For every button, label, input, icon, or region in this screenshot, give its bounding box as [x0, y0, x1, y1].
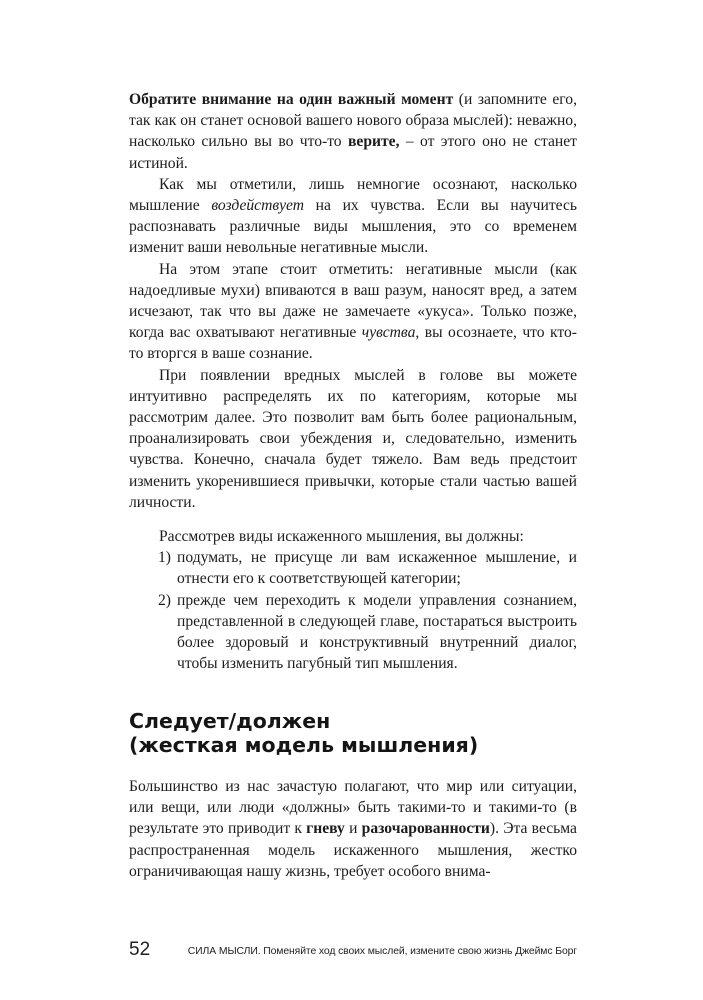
- paragraph-negative-thoughts: На этом этапе стоит отметить: негативные мысли (как надоедливые мухи) впиваются в ваш разум, наносят вред, а затем исчезают, так что вы даже не замечаете «укуса». Только позже, когда вас охватывают негативные чувства, вы осознаете, что кто-то вторгся в ваше сознание.: [129, 260, 577, 363]
- running-title: СИЛА МЫСЛИ. Поменяйте ход своих мыслей, измените свою жизнь Джеймс Борг: [187, 946, 577, 957]
- list-item: 1) подумать, не присуще ли вам искаженное мышление, и отнести его к соответствующей категории;: [158, 549, 577, 588]
- heading-line-1: Следует/должен: [129, 709, 331, 733]
- section-heading: [129, 709, 589, 757]
- bold-disappointment: разочарованности: [361, 820, 490, 838]
- bold-verite: верите,: [347, 133, 400, 151]
- list-number: 2): [158, 591, 171, 609]
- paragraph-should-model: Большинство из нас зачастую полагают, что мир или ситуации, или вещи, или люди «должны» быть такими-то и такими-то (в результате это приводит к гневу и разочарованности). Эта весьма распространенная модель искаженного мышления, жестко ограничивающая нашу жизнь, требует особого внима-: [129, 778, 577, 880]
- list-number: 1): [158, 549, 171, 567]
- body-text-list: [129, 526, 577, 674]
- numbered-list: [129, 547, 577, 674]
- list-intro: Рассмотрев виды искаженного мышления, вы должны:: [159, 528, 524, 545]
- paragraph-harmful-thoughts: При появлении вредных мыслей в голове вы можете интуитивно распределять их по категориям, которые мы рассмотрим далее. Это позволит вам быть более рациональным, проанализировать свои убеждения и, следовательно, изменить чувства. Конечно, сначала будет тяжело. Вам ведь предстоит изменить укоренившиеся привычки, которые стали частью вашей личности.: [129, 366, 577, 511]
- list-item: 2) прежде чем переходить к модели управления сознанием, представленной в следующей главе, постараться выстроить более здоровый и конструктивный внутренний диалог, чтобы изменить пагубный тип мышления.: [158, 591, 577, 673]
- paragraph-important-moment: Обратите внимание на один важный момент (и запомните его, так как он станет основой вашего нового образа мыслей): неважно, насколько сильно вы во что-то верите, – от этого оно не станет истиной.: [129, 91, 578, 172]
- bold-anger: гневу: [306, 820, 345, 838]
- heading-line-2: (жесткая модель мышления): [129, 733, 479, 757]
- body-text-top: [129, 89, 577, 513]
- italic-emphasis: воздействует: [211, 197, 305, 215]
- italic-emphasis: чувства: [361, 324, 416, 342]
- bold-lead: Обратите внимание на один важный момент: [129, 91, 454, 108]
- body-text-bottom: [129, 776, 577, 882]
- page-footer: [129, 939, 577, 963]
- paragraph-thinking-impact: Как мы отметили, лишь немногие осознают, насколько мышление воздействует на их чувства. Если вы научитесь распознавать различные виды мышления, это со временем изменит ваши невольные негативные мысли.: [129, 175, 577, 257]
- page-number: 52: [129, 939, 151, 960]
